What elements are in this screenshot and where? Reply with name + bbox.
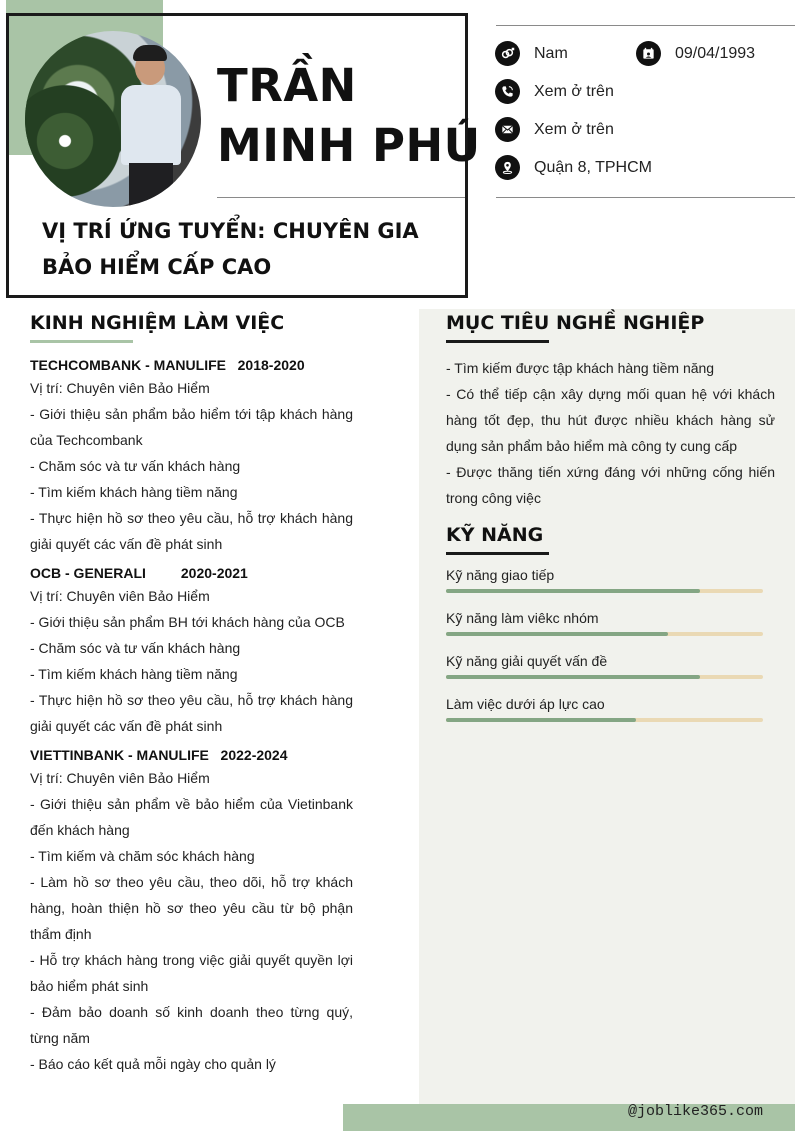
footer-website: @joblike365.com — [627, 1103, 763, 1120]
skill-label: Kỹ năng làm viêkc nhóm — [446, 610, 599, 626]
skill-item — [446, 651, 775, 679]
job-role: Vị trí: Chuyên viên Bảo Hiểm — [30, 588, 210, 604]
title-underline — [446, 552, 549, 555]
job-entry — [30, 745, 353, 1077]
job-duty: - Hỗ trợ khách hàng trong việc giải quyết quyền lợi bảo hiểm phát sinh — [30, 952, 353, 994]
name-line-2: MINH PHÚ — [217, 119, 481, 172]
skill-list — [446, 565, 775, 722]
gender-icon — [495, 41, 520, 66]
experience-section — [30, 309, 353, 1083]
job-position: VỊ TRÍ ỨNG TUYỂN: CHUYÊN GIA BẢO HIỂM CẤP CAO — [42, 219, 419, 279]
job-duty: - Giới thiệu sản phẩm về bảo hiểm của Vietinbank đến khách hàng — [30, 796, 353, 838]
skill-label: Kỹ năng giải quyết vấn đề — [446, 653, 608, 669]
contact-gender — [495, 41, 568, 66]
title-underline — [30, 340, 133, 343]
contact-address — [495, 155, 652, 180]
contact-email — [495, 117, 614, 142]
job-header: TECHCOMBANK - MANULIFE 2018-2020 — [30, 357, 305, 373]
skill-bar — [446, 675, 763, 679]
divider — [496, 197, 795, 198]
job-duty: - Báo cáo kết quả mỗi ngày cho quản lý — [30, 1056, 276, 1072]
skill-bar — [446, 632, 763, 636]
job-duty: - Tìm kiếm và chăm sóc khách hàng — [30, 848, 255, 864]
skill-item — [446, 565, 775, 593]
gender-value: Nam — [534, 44, 568, 62]
job-duty: - Làm hồ sơ theo yêu cầu, theo dõi, hỗ trợ khách hàng, hoàn thiện hồ sơ theo yêu cầu từ bộ phận thẩm định — [30, 874, 353, 942]
job-duty: - Tìm kiếm khách hàng tiềm năng — [30, 484, 238, 500]
experience-title: KINH NGHIỆM LÀM VIỆC — [30, 312, 285, 334]
objective-item: - Được thăng tiến xứng đáng với những cống hiến trong công việc — [446, 464, 775, 506]
job-duty: - Giới thiệu sản phẩm BH tới khách hàng của OCB — [30, 614, 345, 630]
divider — [496, 25, 795, 26]
divider — [217, 197, 465, 198]
objective-item: - Tìm kiếm được tập khách hàng tiềm năng — [446, 360, 715, 376]
birthday-value: 09/04/1993 — [675, 44, 756, 62]
skill-item — [446, 694, 775, 722]
job-entry — [30, 563, 353, 739]
skills-title: KỸ NĂNG — [446, 524, 544, 546]
job-duty: - Thực hiện hồ sơ theo yêu cầu, hỗ trợ khách hàng giải quyết các vấn đề phát sinh — [30, 510, 353, 552]
job-header: OCB - GENERALI 2020-2021 — [30, 565, 248, 581]
phone-value: Xem ở trên — [534, 82, 614, 100]
job-duty: - Thực hiện hồ sơ theo yêu cầu, hỗ trợ khách hàng giải quyết các vấn đề phát sinh — [30, 692, 353, 734]
job-role: Vị trí: Chuyên viên Bảo Hiểm — [30, 380, 210, 396]
email-value: Xem ở trên — [534, 120, 614, 138]
job-duty: - Đảm bảo doanh số kinh doanh theo từng quý, từng năm — [30, 1004, 353, 1046]
skill-item — [446, 608, 775, 636]
skill-level-fill — [446, 718, 636, 722]
contact-birthday — [636, 41, 755, 66]
calendar-icon — [636, 41, 661, 66]
skill-level-fill — [446, 675, 700, 679]
skill-label: Làm việc dưới áp lực cao — [446, 696, 605, 712]
skill-level-fill — [446, 589, 700, 593]
phone-icon — [495, 79, 520, 104]
avatar — [25, 31, 201, 207]
location-icon — [495, 155, 520, 180]
sidebar — [446, 309, 775, 737]
job-duty: - Giới thiệu sản phẩm bảo hiểm tới tập khách hàng của Techcombank — [30, 406, 353, 448]
address-value: Quận 8, TPHCM — [534, 158, 652, 176]
name-line-1: TRẦN — [217, 59, 357, 112]
job-duty: - Chăm sóc và tư vấn khách hàng — [30, 640, 241, 656]
job-list — [30, 355, 353, 1077]
objective-item: - Có thể tiếp cận xây dựng mối quan hệ với khách hàng tốt đẹp, thu hút được nhiều khách hàng sử dụng sản phẩm bảo hiểm mà công ty cung cấp — [446, 386, 775, 454]
candidate-name — [217, 56, 481, 176]
job-header: VIETTINBANK - MANULIFE 2022-2024 — [30, 747, 288, 763]
title-underline — [446, 340, 549, 343]
objective-title: MỤC TIÊU NGHỀ NGHIỆP — [446, 312, 705, 334]
job-duty: - Tìm kiếm khách hàng tiềm năng — [30, 666, 238, 682]
skill-level-fill — [446, 632, 668, 636]
skill-bar — [446, 589, 763, 593]
email-icon — [495, 117, 520, 142]
job-duty: - Chăm sóc và tư vấn khách hàng — [30, 458, 241, 474]
contact-phone — [495, 79, 614, 104]
job-role: Vị trí: Chuyên viên Bảo Hiểm — [30, 770, 210, 786]
skill-bar — [446, 718, 763, 722]
skill-label: Kỹ năng giao tiếp — [446, 567, 555, 583]
objective-list — [446, 355, 775, 511]
job-entry — [30, 355, 353, 557]
